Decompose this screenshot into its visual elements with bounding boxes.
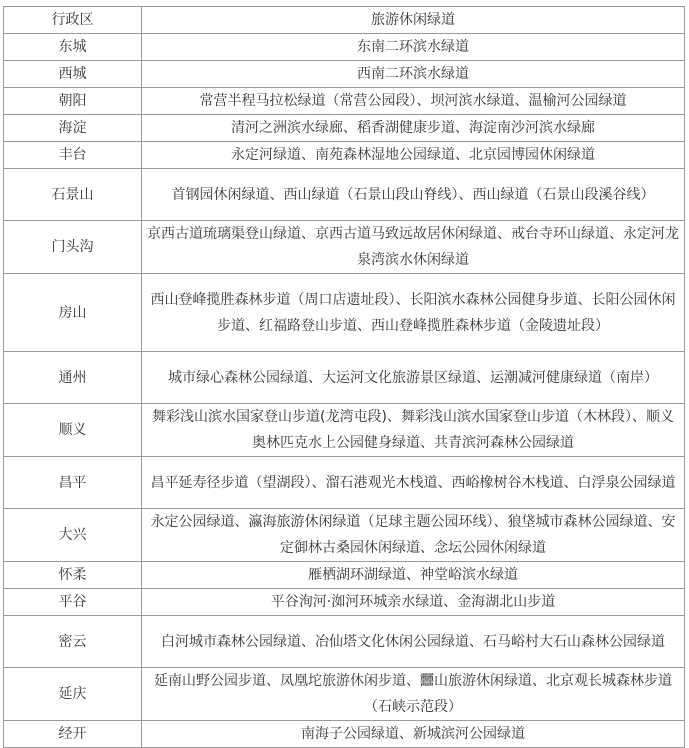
district-cell: 西城: [4, 61, 142, 88]
route-cell: 首钢园休闲绿道、西山绿道（石景山段山脊线）、西山绿道（石景山段溪谷线）: [142, 169, 685, 221]
district-cell: 东城: [4, 34, 142, 61]
district-cell: 平谷: [4, 589, 142, 616]
table-row: [4, 457, 685, 509]
table-row: [4, 274, 685, 352]
route-cell: 舞彩浅山滨水国家登山步道(龙湾屯段)、舞彩浅山滨水国家登山步道（木林段）、顺义奥林匹克水上公园健身绿道、共青滨河森林公园绿道: [142, 404, 685, 457]
route-cell: 西山登峰揽胜森林步道（周口店遗址段）、长阳滨水森林公园健身步道、长阳公园休闲步道、红福路登山步道、西山登峰揽胜森林步道（金陵遗址段）: [142, 274, 685, 352]
route-cell: 延南山野公园步道、凤凰坨旅游休闲步道、䨻山旅游休闲绿道、北京观长城森林步道（石峡示范段）: [142, 668, 685, 721]
table-row: [4, 221, 685, 274]
table-row: [4, 352, 685, 404]
table-row: [4, 589, 685, 616]
district-cell: 怀柔: [4, 562, 142, 589]
district-cell: 通州: [4, 352, 142, 404]
district-cell: 经开: [4, 721, 142, 748]
route-cell: 永定河绿道、南苑森林湿地公园绿道、北京园博园休闲绿道: [142, 142, 685, 169]
district-cell: 昌平: [4, 457, 142, 509]
table-row: [4, 616, 685, 668]
table-row: [4, 562, 685, 589]
route-cell: 西南二环滨水绿道: [142, 61, 685, 88]
district-cell: 石景山: [4, 169, 142, 221]
table-row: [4, 61, 685, 88]
table-row: [4, 509, 685, 562]
table-row: [4, 88, 685, 115]
district-cell: 延庆: [4, 668, 142, 721]
route-cell: 白河城市森林公园绿道、冶仙塔文化休闲公园绿道、石马峪村大石山森林公园绿道: [142, 616, 685, 668]
route-cell: 东南二环滨水绿道: [142, 34, 685, 61]
route-cell: 城市绿心森林公园绿道、大运河文化旅游景区绿道、运潮减河健康绿道（南岸）: [142, 352, 685, 404]
route-cell: 平谷洵河·洳河环城亲水绿道、金海湖北山步道: [142, 589, 685, 616]
table-row: [4, 115, 685, 142]
route-cell: 清河之洲滨水绿廊、稻香湖健康步道、海淀南沙河滨水绿廊: [142, 115, 685, 142]
district-cell: 门头沟: [4, 221, 142, 274]
route-cell: 南海子公园绿道、新城滨河公园绿道: [142, 721, 685, 748]
route-cell: 雁栖湖环湖绿道、神堂峪滨水绿道: [142, 562, 685, 589]
table-row: [4, 34, 685, 61]
header-row: [4, 7, 685, 34]
district-cell: 密云: [4, 616, 142, 668]
district-cell: 顺义: [4, 404, 142, 457]
route-cell: 昌平延寿径步道（望湖段）、溜石港观光木栈道、西峪橡树谷木栈道、白浮泉公园绿道: [142, 457, 685, 509]
table-row: [4, 721, 685, 748]
route-cell: 京西古道琉璃渠登山绿道、京西古道马致远故居休闲绿道、戒台寺环山绿道、永定河龙泉湾滨水休闲绿道: [142, 221, 685, 274]
district-cell: 朝阳: [4, 88, 142, 115]
route-cell: 永定公园绿道、瀛海旅游休闲绿道（足球主题公园环线）、狼垡城市森林公园绿道、安定御林古桑园休闲绿道、念坛公园休闲绿道: [142, 509, 685, 562]
table-row: [4, 142, 685, 169]
table-row: [4, 404, 685, 457]
table-row: [4, 668, 685, 721]
header-district: 行政区: [4, 7, 142, 34]
header-route: 旅游休闲绿道: [142, 7, 685, 34]
district-cell: 丰台: [4, 142, 142, 169]
district-cell: 房山: [4, 274, 142, 352]
route-cell: 常营半程马拉松绿道（常营公园段）、坝河滨水绿道、温榆河公园绿道: [142, 88, 685, 115]
greenway-table: [3, 6, 685, 748]
district-cell: 大兴: [4, 509, 142, 562]
table-row: [4, 169, 685, 221]
district-cell: 海淀: [4, 115, 142, 142]
